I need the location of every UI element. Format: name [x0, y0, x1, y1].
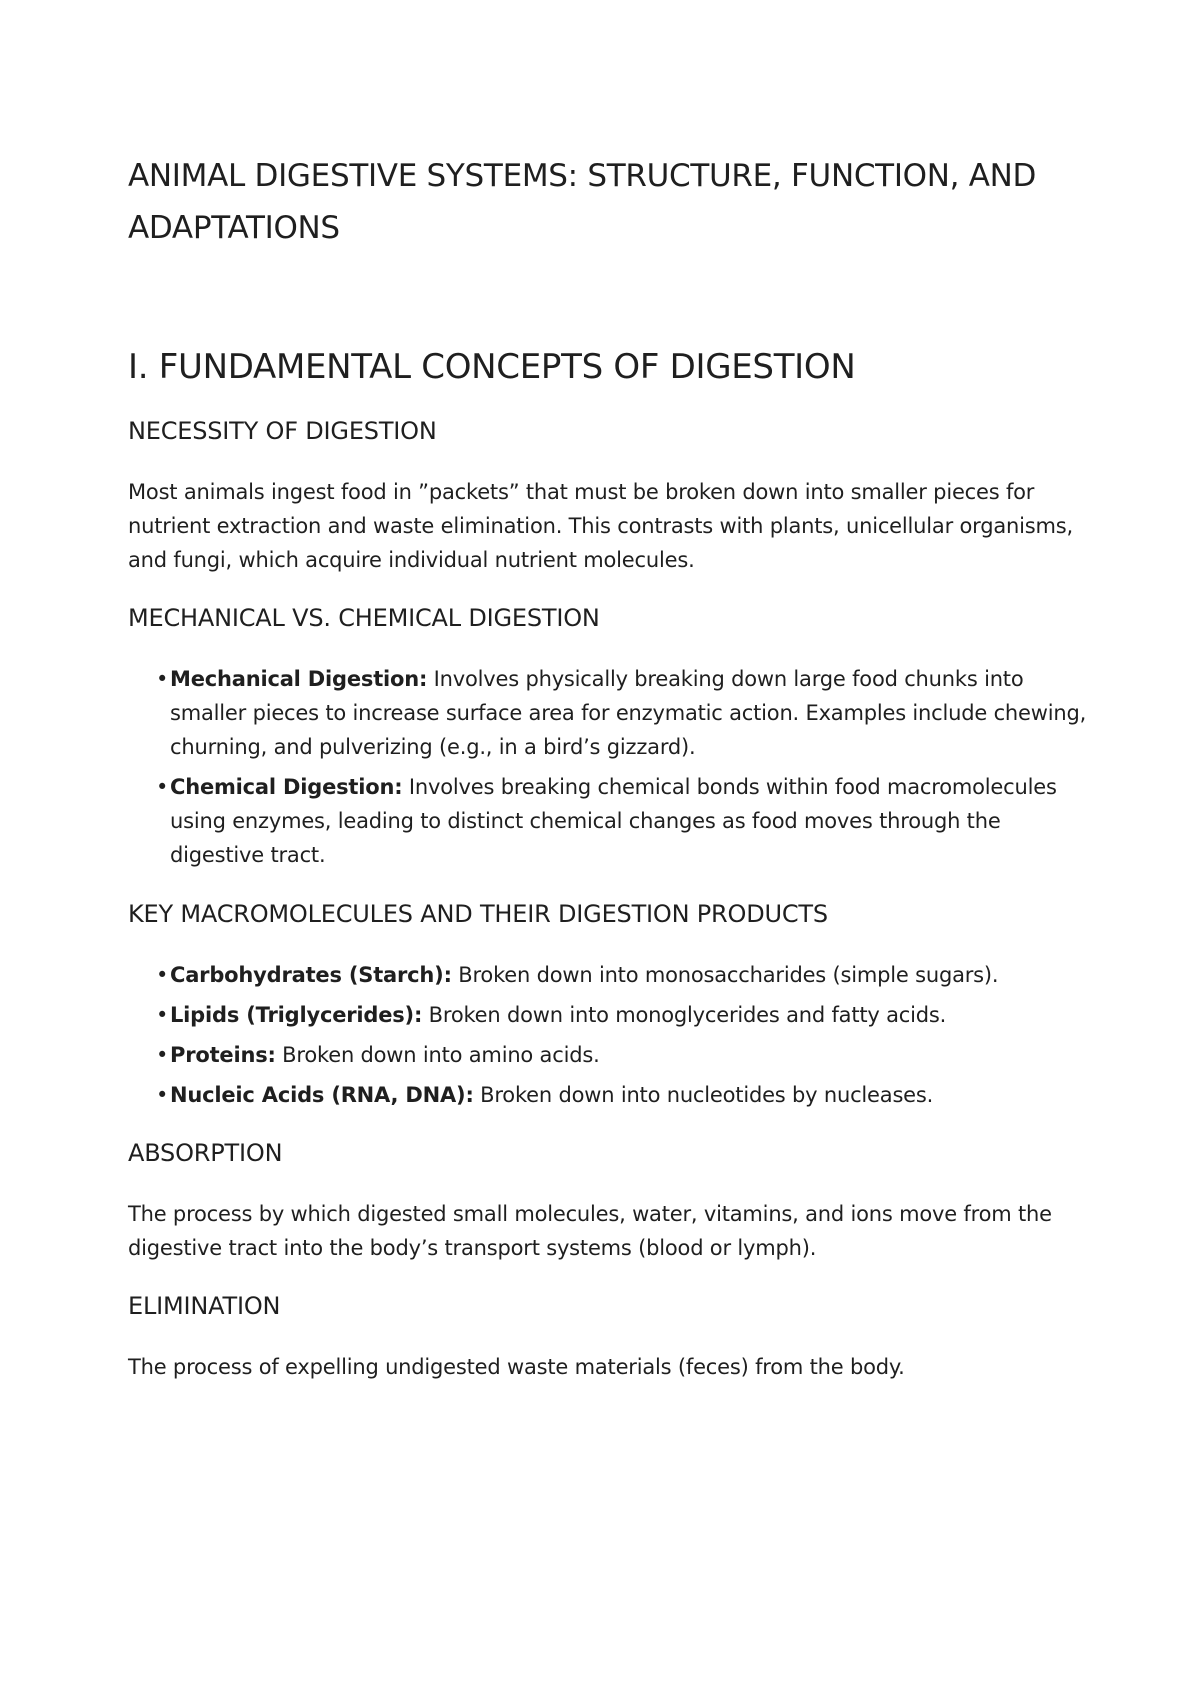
list-item-term: Carbohydrates (Starch): — [170, 963, 452, 987]
list-item-lipids — [156, 998, 1088, 1032]
macromolecules-heading: KEY MACROMOLECULES AND THEIR DIGESTION PRODUCTS — [128, 900, 828, 928]
bullet-icon: • — [156, 667, 169, 691]
absorption-text: The process by which digested small molecules, water, vitamins, and ions move from the digestive tract into the body’s transport systems (blood or lymph). — [128, 1202, 1052, 1260]
section-title: I. FUNDAMENTAL CONCEPTS OF DIGESTION — [128, 347, 856, 387]
bullet-icon: • — [156, 1083, 169, 1107]
elimination-text: The process of expelling undigested waste materials (feces) from the body. — [128, 1355, 905, 1379]
list-item-text: Broken down into nucleotides by nucleases. — [473, 1083, 934, 1107]
list-item-term: Chemical Digestion: — [170, 775, 403, 799]
list-item-text: Broken down into monosaccharides (simple sugars). — [451, 963, 999, 987]
list-item-proteins — [156, 1038, 1088, 1072]
bullet-icon: • — [156, 963, 169, 987]
necessity-heading: NECESSITY OF DIGESTION — [128, 417, 437, 445]
list-item-text: Broken down into monoglycerides and fatty acids. — [422, 1003, 947, 1027]
document-title: ANIMAL DIGESTIVE SYSTEMS: STRUCTURE, FUNCTION, AND ADAPTATIONS — [128, 158, 1037, 246]
bullet-icon: • — [156, 1003, 169, 1027]
list-item-chemical — [156, 770, 1088, 872]
list-item-text: Involves breaking chemical bonds within food macromolecules using enzymes, leading to distinct chemical changes as food moves through the digestive tract. — [170, 775, 1057, 867]
document-page — [128, 150, 1088, 1384]
list-item-nucleic-acids — [156, 1078, 1088, 1112]
list-item-term: Lipids (Triglycerides): — [170, 1003, 423, 1027]
macromolecules-list — [128, 958, 1088, 1112]
mechanical-chemical-heading: MECHANICAL VS. CHEMICAL DIGESTION — [128, 604, 600, 632]
list-item-mechanical — [156, 662, 1088, 764]
list-item-term: Nucleic Acids (RNA, DNA): — [170, 1083, 474, 1107]
list-item-term: Proteins: — [170, 1043, 276, 1067]
elimination-heading: ELIMINATION — [128, 1292, 281, 1320]
digestion-types-list — [128, 662, 1088, 872]
necessity-text: Most animals ingest food in ”packets” that must be broken down into smaller pieces for nutrient extraction and waste elimination. This contrasts with plants, unicellular organisms, and fungi, which acquire individual nutrient molecules. — [128, 480, 1073, 572]
bullet-icon: • — [156, 1043, 169, 1067]
bullet-icon: • — [156, 775, 169, 799]
list-item-text: Involves physically breaking down large food chunks into smaller pieces to increase surface area for enzymatic action. Examples include chewing, churning, and pulverizing (e.g., in a bird’s gizzard). — [170, 667, 1087, 759]
absorption-heading: ABSORPTION — [128, 1139, 283, 1167]
list-item-text: Broken down into amino acids. — [275, 1043, 600, 1067]
list-item-carbohydrates — [156, 958, 1088, 992]
list-item-term: Mechanical Digestion: — [170, 667, 428, 691]
